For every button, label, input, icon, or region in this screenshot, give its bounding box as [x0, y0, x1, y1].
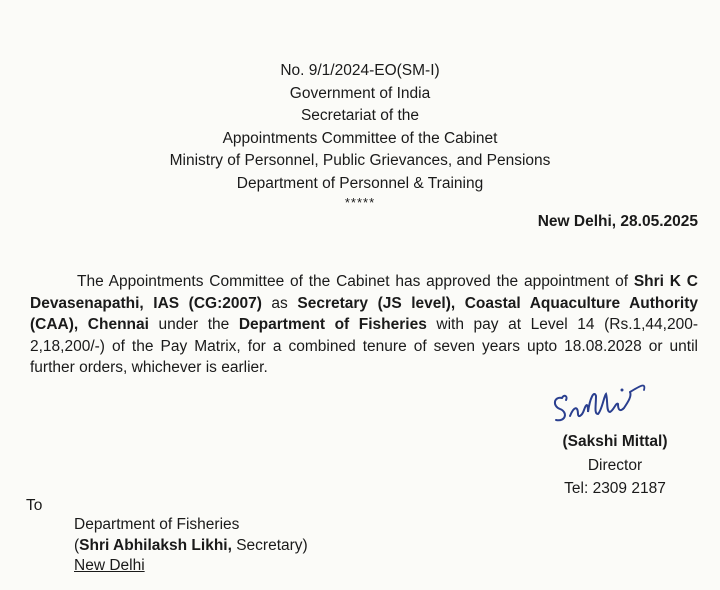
ministry-line: Ministry of Personnel, Public Grievances, and Pensions: [169, 152, 551, 170]
open-paren: (: [74, 536, 80, 554]
body-text-3: under the: [148, 316, 239, 333]
separator-stars: *****: [344, 194, 376, 210]
to-label: To: [26, 497, 43, 514]
place-date: New Delhi, 28.05.2025: [537, 213, 698, 230]
signatory-designation: Director: [587, 456, 643, 474]
reference-number: No. 9/1/2024-EO(SM-I): [280, 62, 440, 79]
signatory-name: (Sakshi Mittal): [562, 433, 668, 450]
letterhead: [0, 60, 720, 210]
handwritten-signature: [548, 376, 658, 428]
officer-name: Shri K C Devasenapathi, IAS (CG:2007): [30, 273, 698, 312]
recipient-address: [74, 515, 308, 577]
government-line: Government of India: [289, 84, 431, 102]
recipient-city: New Delhi: [74, 557, 145, 574]
post-title: Secretary (JS level), Coastal Aquaculture Authority (CAA), Chennai: [30, 294, 698, 333]
secretariat-line: Secretariat of the: [300, 107, 420, 125]
department-line: Department of Personnel & Training: [236, 174, 484, 192]
recipient-person-line: [74, 536, 308, 557]
body-text-1: The Appointments Committee of the Cabinet has approved the appointment of: [77, 273, 628, 290]
signature-block: [520, 430, 710, 501]
recipient-department: Department of Fisheries: [74, 516, 240, 533]
committee-line: Appointments Committee of the Cabinet: [222, 129, 498, 147]
order-paragraph: [30, 271, 698, 379]
department-name: Department of Fisheries: [238, 316, 427, 333]
recipient-role: Secretary): [231, 536, 308, 554]
body-text-2: as: [261, 294, 298, 312]
recipient-person: Shri Abhilaksh Likhi,: [79, 536, 232, 554]
body-text-4: with pay at Level 14 (Rs.1,44,200- 2,18,200/-) of the Pay Matrix, for a combined tenure of seven years upto 18.08.2028 or until further orders, whichever is earlier.: [30, 316, 698, 376]
signatory-telephone: Tel: 2309 2187: [564, 480, 666, 497]
